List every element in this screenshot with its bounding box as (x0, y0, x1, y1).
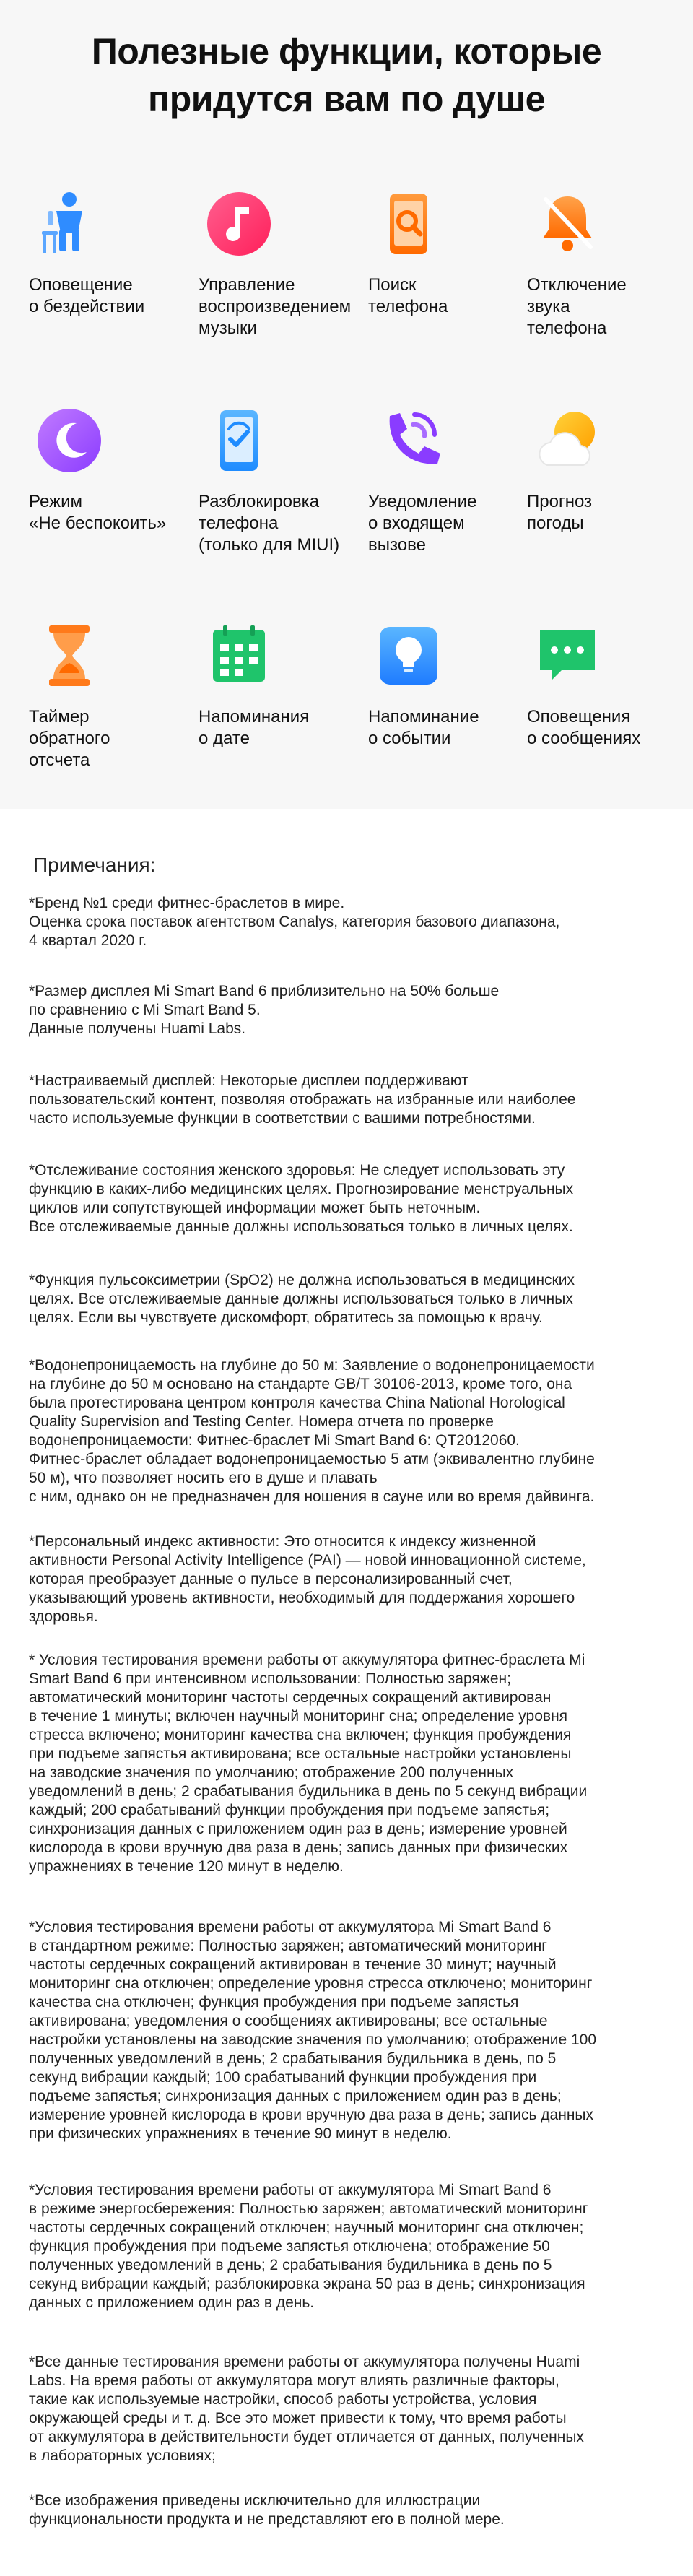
phone-call-icon (374, 406, 443, 475)
note-item: *Отслеживание состояния женского здоровья: Не следует использовать эту функцию в каких-либо медицинских целях. Прогнозирование менструальных циклов или сопутствующей информации может быть неточным. Все отслеживаемые данные должны использоваться только в личных целях. (29, 1162, 574, 1235)
note-item: *Функция пульсоксиметрии (SpO2) не должна использоваться в медицинских целях. Все отслеживаемые данные должны использоваться только в личных целях. Если вы чувствуете дискомфорт, обратитесь за помощью к врачу. (29, 1272, 575, 1326)
note-item: *Условия тестирования времени работы от аккумулятора Mi Smart Band 6 в стандартном режиме: Полностью заряжен; автоматический мониторинг частоты сердечных сокращений активирован в течение 30 минут; научный мониторинг сна отключен; определение уровня стресса отключено; мониторинг качества сна отключен; функция пробуждения при подъеме запястья активирована; уведомления о сообщениях активированы; все остальные настройки установлены на заводские значения по умолчанию; отображение 100 полученных уведомлений в день; 2 срабатывания будильника в день, по 5 секунд вибрации каждый; 100 срабатываний функции пробуждения при подъеме запястья; синхронизация данных с приложением один раз в день; измерение уровней кислорода в крови вручную два раза в день; запись данных при физических упражнениях в течение 90 минут в неделю. (29, 1919, 597, 2142)
hourglass-icon (35, 621, 104, 690)
find-phone-icon (374, 189, 443, 259)
note-item: *Все изображения приведены исключительно для иллюстрации функциональности продукта и не представляют его в полной мере. (29, 2492, 505, 2528)
unlock-phone-icon (204, 406, 274, 475)
feature-label: Таймер обратного отсчета (29, 707, 110, 770)
feature-date-reminder (199, 621, 365, 750)
idle-person-icon (35, 189, 104, 259)
features-section (0, 0, 693, 809)
feature-mute-phone (527, 189, 693, 339)
feature-do-not-disturb (29, 406, 195, 534)
feature-incoming-call (368, 406, 534, 556)
feature-idle-alert (29, 189, 195, 318)
mute-bell-icon (533, 189, 602, 259)
note-item: *Бренд №1 среди фитнес-браслетов в мире. Оценка срока поставок агентством Canalys, категория базового диапазона, 4 квартал 2020 г. (29, 895, 560, 949)
feature-label: Уведомление о входящем вызове (368, 492, 477, 555)
note-item: *Персональный индекс активности: Это относится к индексу жизненной активности Personal Activity Intelligence (PAI) — новой инновационной системе, которая преобразует данные о пульсе в персонализированный счет, указывающий уровень активности, необходимый для поддержания хорошего здоровья. (29, 1533, 586, 1625)
title-line-1: Полезные функции, которые (91, 31, 602, 71)
title-line-2: придутся вам по душе (148, 79, 545, 119)
feature-event-reminder (368, 621, 534, 750)
note-item: *Настраиваемый дисплей: Некоторые дисплеи поддерживают пользовательский контент, позволяя отображать на избранные или наиболее часто используемые функции в соответствии с вашими потребностями. (29, 1072, 576, 1127)
note-item: *Условия тестирования времени работы от аккумулятора Mi Smart Band 6 в режиме энергосбережения: Полностью заряжен; автоматический мониторинг частоты сердечных сокращений отключен; научный мониторинг сна отключен; функция пробуждения при подъеме запястья отключена; отображение 50 полученных уведомлений в день; 2 срабатывания будильника в день по 5 секунд вибрации каждый; разблокировка экрана 50 раз в день; синхронизация данных с приложением один раз в день. (29, 2182, 588, 2311)
feature-label: Управление воспроизведением музыки (199, 275, 352, 338)
note-item: *Все данные тестирования времени работы от аккумулятора получены Huami Labs. На время работы от аккумулятора могут влиять различные факторы, такие как используемые настройки, способ работы устройства, условия окружающей среды и т. д. Все это может привести к тому, что время работы от аккумулятора в действительности будет отличается от данных, полученных в лабораторных условиях; (29, 2354, 584, 2464)
feature-label: Напоминание о событии (368, 707, 479, 748)
weather-sun-cloud-icon (533, 406, 602, 475)
feature-unlock-phone (199, 406, 365, 556)
moon-icon (35, 406, 104, 475)
feature-label: Прогноз погоды (527, 492, 593, 533)
feature-label: Оповещения о сообщениях (527, 707, 641, 748)
feature-label: Оповещение о бездействии (29, 275, 145, 316)
calendar-icon (204, 621, 274, 690)
feature-label: Разблокировка телефона (только для MIUI) (199, 492, 340, 555)
feature-message-alerts (527, 621, 693, 750)
lightbulb-icon (374, 621, 443, 690)
music-note-icon (204, 189, 274, 259)
feature-label: Отключение звука телефона (527, 275, 627, 338)
notes-title: Примечания: (33, 854, 156, 876)
message-bubble-icon (533, 621, 602, 690)
feature-weather (527, 406, 693, 534)
feature-label: Поиск телефона (368, 275, 448, 316)
feature-music-control (199, 189, 365, 339)
section-title (0, 27, 693, 123)
feature-find-phone (368, 189, 534, 318)
note-item: *Водонепроницаемость на глубине до 50 м: Заявление о водонепроницаемости на глубине до 50 м основано на стандарте GB/T 30106-2013, кроме того, она была протестирована центром контроля качества China National Horological Quality Supervision and Testing Center. Номера отчета по проверке водонепроницаемости: Фитнес-браслет Mi Smart Band 6: QT2012060. Фитнес-браслет обладает водонепроницаемостью 5 атм (эквивалентно глубине 50 м), что позволяет носить его в душе и плавать с ним, однако он не предназначен для ношения в сауне или во время дайвинга. (29, 1357, 595, 1505)
feature-label: Режим «Не беспокоить» (29, 492, 167, 533)
feature-label: Напоминания о дате (199, 707, 310, 748)
feature-countdown-timer (29, 621, 195, 771)
note-item: *Размер дисплея Mi Smart Band 6 приблизительно на 50% больше по сравнению с Mi Smart Band 5. Данные получены Huami Labs. (29, 983, 500, 1037)
note-item: * Условия тестирования времени работы от аккумулятора фитнес-браслета Mi Smart Band 6 при интенсивном использовании: Полностью заряжен; автоматический мониторинг частоты сердечных сокращений активирован в течение 1 минуты; включен научный мониторинг сна; определение уровня стресса включено; мониторинг качества сна включен; функция пробуждения при подъеме запястья активирована; все остальные настройки установлены на заводские значения по умолчанию; отображение 200 полученных уведомлений в день; 2 срабатывания будильника в день по 5 секунд вибрации каждый; 200 срабатываний функции пробуждения при подъеме запястья; синхронизация данных с приложением один раз в день; измерение уровней кислорода в крови вручную два раза в день; запись данных при физических упражнениях в течение 120 минут в неделю. (29, 1652, 588, 1875)
